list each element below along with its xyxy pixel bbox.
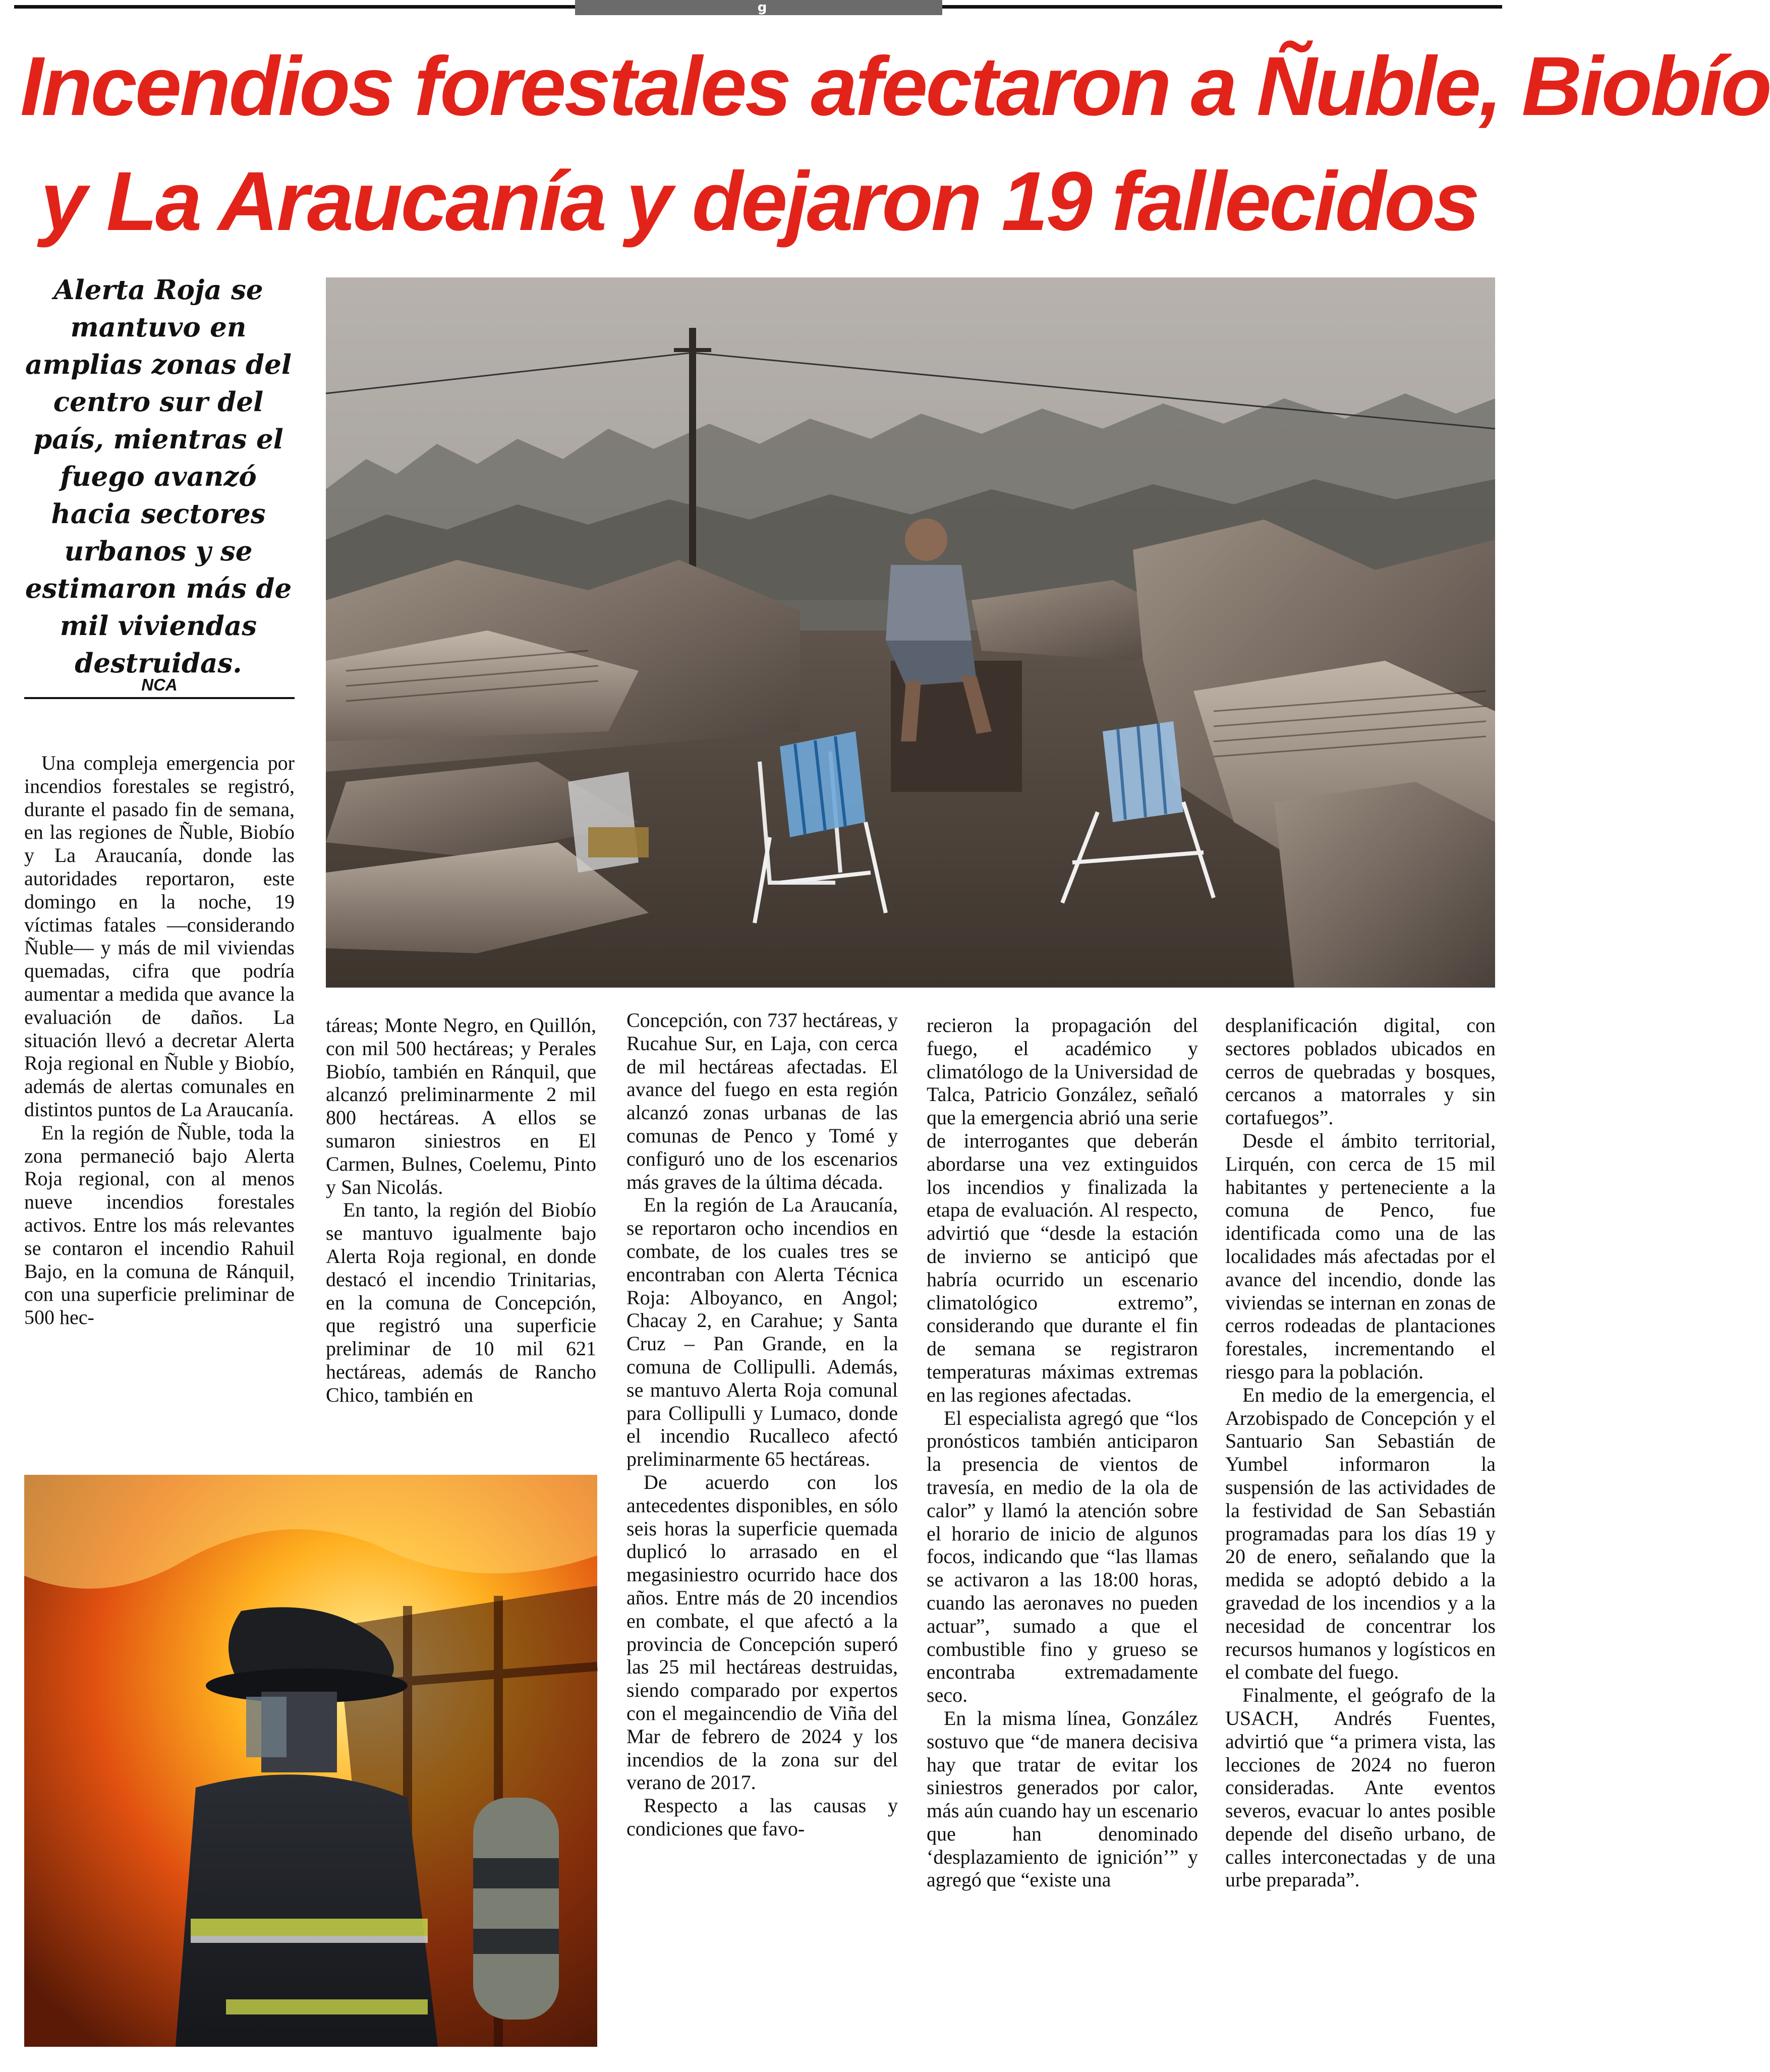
paragraph: En tanto, la región del Biobío se mantuvo igualmente bajo Alerta Roja regional, en donde destacó el incendio Trinitarias, en la comuna de Concepción, que registró una superficie preliminar de 10 mil 621 hectáreas, además de Rancho Chico, también en xyxy=(326,1198,596,1406)
firefighter-flames-photo xyxy=(24,1475,597,2047)
paragraph: En la misma línea, González sostuvo que “de manera decisiva hay que tratar de evitar los siniestros generados por calor, más aún cuando hay un escenario que han denominado ‘desplazamiento de ignición’” y agregó que “existe una xyxy=(927,1706,1198,1891)
burned-neighborhood-photo xyxy=(326,277,1495,988)
paragraph: táreas; Monte Negro, en Quillón, con mil 500 hectáreas; y Perales Biobío, también en Ránquil, que alcanzó preliminarmente 2 mil 800 hectáreas. A ellos se sumaron siniestros en El Carmen, Bulnes, Coelemu, Pinto y San Nicolás. xyxy=(326,1014,596,1198)
article-column-3 xyxy=(626,1009,898,2033)
paragraph: Desde el ámbito territorial, Lirquén, con cerca de 15 mil habitantes y perteneciente a la comuna de Penco, fue identificada como una de las localidades más afectadas por el avance del incendio, donde las viviendas se internan en zonas de cerros rodeadas de plantaciones forestales, incrementando el riesgo para la población. xyxy=(1225,1129,1496,1383)
article-column-5 xyxy=(1225,1014,1496,2038)
paragraph: Concepción, con 737 hectáreas, y Rucahue Sur, en Laja, con cerca de mil hectáreas afectadas. El avance del fuego en esta región alcanzó zonas urbanas de las comunas de Penco y Tomé y configuró uno de los escenarios más graves de la última década. xyxy=(626,1009,898,1193)
paragraph: De acuerdo con los antecedentes disponibles, en sólo seis horas la superficie quemada duplicó lo arrasado en el megasiniestro ocurrido hace dos años. Entre más de 20 incendios en combate, el que afectó a la provincia de Concepción superó las 25 mil hectáreas destruidas, siendo comparado por expertos con el megaincendio de Viña del Mar de febrero de 2024 y los incendios de la zona sur del verano de 2017. xyxy=(626,1470,898,1794)
paragraph: En la región de Ñuble, toda la zona permaneció bajo Alerta Roja regional, con al menos nueve incendios forestales activos. Entre los más relevantes se contaron el incendio Rahuil Bajo, en la comuna de Ránquil, con una superficie preliminar de 500 hec- xyxy=(24,1121,295,1329)
headline-line-1: Incendios forestales afectaron a Ñuble, Biobío xyxy=(20,40,1770,133)
paragraph: recieron la propagación del fuego, el académico y climatólogo de la Universidad de Talca, Patricio González, señaló que la emergencia abrió una serie de interrogantes que deberán abordarse una vez extinguidos los incendios y finalizada la etapa de evaluación. Al respecto, advirtió que “desde la estación de invierno se anticipó que habría ocurrido un escenario climatológico extremo”, considerando que durante el fin de semana se registraron temperaturas máximas extremas en las regiones afectadas. xyxy=(927,1014,1198,1406)
headline-line-2: y La Araucanía y dejaron 19 fallecidos xyxy=(40,155,1478,248)
paragraph: desplanificación digital, con sectores poblados ubicados en cerros de quebradas y bosques, cercanos a matorrales y sin cortafuegos”. xyxy=(1225,1014,1496,1129)
byline: NCA xyxy=(141,675,178,694)
article-column-4 xyxy=(927,1014,1198,2038)
paragraph: El especialista agregó que “los pronósticos también anticiparon la presencia de vientos de travesía, en medio de la ola de calor” y llamó la atención sobre el horario de inicio de algunos focos, indicando que “las llamas se activaron a las 18:00 horas, cuando las aeronaves no pueden actuar”, sumado a que el combustible fino y grueso se encontraba extremadamente seco. xyxy=(927,1406,1198,1707)
paragraph: En la región de La Araucanía, se reportaron ocho incendios en combate, de los cuales tres se encontraban con Alerta Técnica Roja: Alboyanco, en Angol; Chacay 2, en Carahue; y Santa Cruz – Pan Grande, en la comuna de Collipulli. Además, se mantuvo Alerta Roja comunal para Collipulli y Lumaco, donde el incendio Rucalleco afectó preliminarmente 65 hectáreas. xyxy=(626,1193,898,1471)
paragraph: Respecto a las causas y condiciones que favo- xyxy=(626,1794,898,1840)
paragraph: En medio de la emergencia, el Arzobispado de Concepción y el Santuario San Sebastián de Yumbel informaron la suspensión de las actividades de la festividad de San Sebastián programadas para los días 19 y 20 de enero, señalando que la medida se adoptó debido a la gravedad de los incendios y a la necesidad de concentrar los recursos humanos y logísticos en el combate del fuego. xyxy=(1225,1383,1496,1684)
headline xyxy=(20,29,1770,259)
article-column-1 xyxy=(24,752,295,1458)
subheadline: Alerta Roja se mantuvo en amplias zonas del centro sur del país, mientras el fuego avanzó hacia sectores urbanos y se estimaron más de mil viviendas destruidas. xyxy=(25,274,292,679)
byline-rule xyxy=(24,697,295,699)
article-column-2 xyxy=(326,1014,596,1458)
masthead-logo: g xyxy=(757,0,767,15)
paragraph: Una compleja emergencia por incendios forestales se registró, durante el pasado fin de semana, en las regiones de Ñuble, Biobío y La Araucanía, donde las autoridades reportaron, este domingo en la noche, 19 víctimas fatales —considerando Ñuble— y más de mil viviendas quemadas, cifra que podría aumentar a medida que avance la evaluación de daños. La situación llevó a decretar Alerta Roja regional en Ñuble y Biobío, además de alertas comunales en distintos puntos de La Araucanía. xyxy=(24,752,295,1121)
paragraph: Finalmente, el geógrafo de la USACH, Andrés Fuentes, advirtió que “a primera vista, las lecciones de 2024 no fueron consideradas. Ante eventos severos, evacuar lo antes posible depende del diseño urbano, de calles interconectadas y de una urbe preparada”. xyxy=(1225,1684,1496,1891)
